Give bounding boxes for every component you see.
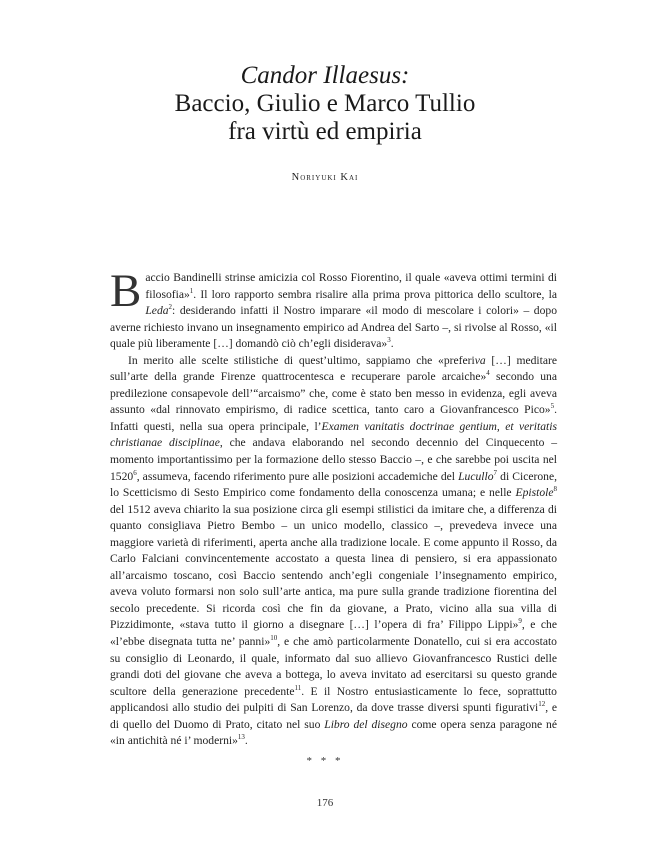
footnote-ref: 5 — [550, 402, 555, 411]
work-title: Leda — [145, 304, 169, 318]
section-separator: * * * — [306, 755, 344, 767]
footnote-ref: 13 — [237, 733, 245, 742]
chapter-title — [0, 62, 650, 146]
paragraph-2: In merito alle scelte stilistiche di quest’ultimo, sappiamo che «preferiva […] meditare sull’arte della grande Firenze quattrocentesca e recuperare parole arcaiche»$^4$ secondo una predilezione consapevole dell’“arcaismo” che, come è stato ben messo in evidenza, egli aveva assunto «dal rinnovato empirismo, di radice scettica, tanto caro a Giovanfrancesco Pico»$^5$. Infatti questi, nella sua opera principale, l’Examen vanitatis doctrinae gentium, et veritatis christianae disciplinae, che andava elaborando nel secondo decennio del Cinquecento – momento importantissimo per la formazione dello stesso Baccio –, e che sarebbe poi uscita nel 1520$^6$, assumeva, facendo riferimento pure alle posizioni accademiche del Lucullo$^7$ di Cicerone, lo Scetticismo di Sesto Empirico come fondamento della conoscenza umana; e nelle Epistole$^8$ del 1512 aveva chiarito la sua posizione circa gli esempi stilistici da imitare che, a differenza di quanto consigliava Pietro Bembo – un unico modello, classico –, prevedeva invece una maggiore varietà di riferimenti, aperta anche alla tradizione locale. E come appunto il Rosso, da Carlo Falciani convincentemente accostato a questa linea di pensiero, si era appassionato all’arcaismo toscano, così Baccio sentendo anch’egli congeniale l’insegnamento empirico, aveva voluto formarsi non solo sull’arte antica, ma pure sulla grande tradizione fiorentina del secolo precedente. Si ricorda così che fin da giovane, a Prato, vicino alla sua villa di Pizzidimonte, «stava tutto il giorno a disegnare […] l’opera di fra’ Filippo Lippi»$^9$, e che «l’ebbe disegnata tutta ne’ panni»$^{10}$, e che amò particolarmente Donatello, cui si era accostato su consiglio di Leonardo, il quale, informato dal suo allievo Giovanfrancesco Rustici delle grandi doti del giovane che aveva a bottega, lo aveva invitato ad esercitarsi su questo grande scultore della generazione precedente$^{11}$. E il Nostro entusiasticamente lo fece, soprattutto applicandosi allo studio dei pulpiti di San Lorenzo, da dove trasse diversi spunti figurativi$^{12}$, e di quello del Duomo di Prato, citato nel suo Libro del disegno come opera senza paragone né «in antichità né i’ moderni»$^{13}$. — [110, 353, 558, 748]
author-name: Noriyuki Kai — [291, 172, 359, 183]
footnote-ref: 6 — [133, 468, 137, 477]
footnote-ref: 1 — [189, 286, 194, 295]
title-line-1: Candor Illaesus: — [240, 62, 410, 89]
footnote-ref: 11 — [294, 683, 302, 692]
work-title: Libro del disegno — [324, 717, 408, 731]
body-text — [110, 265, 558, 750]
footnote-ref: 7 — [493, 468, 498, 477]
title-line-2: Baccio, Giulio e Marco Tullio — [174, 90, 476, 117]
footnote-ref: 9 — [518, 617, 522, 626]
footnote-ref: 2 — [168, 303, 173, 312]
footnote-ref: 4 — [486, 369, 490, 378]
footnote-ref: 3 — [387, 336, 391, 345]
work-title: Lucullo — [458, 469, 494, 483]
footnote-ref: 8 — [553, 485, 557, 494]
footnote-ref: 12 — [538, 700, 546, 709]
work-title: Epistole — [515, 486, 554, 500]
work-title: Examen vanitatis doctrinae gentium, et veritatis christianae disciplinae — [110, 419, 558, 450]
footnote-ref: 10 — [270, 634, 278, 643]
page-number: 176 — [316, 797, 334, 809]
title-line-3: fra virtù ed empiria — [228, 118, 422, 145]
drop-cap: B — [110, 265, 142, 317]
paragraph-1: Baccio Bandinelli strinse amicizia col Rosso Fiorentino, il quale «aveva ottimi termini di filosofia»$^1$. Il loro rapporto sembra risalire alla prima prova pittorica dello scultore, la Leda$^2$: desiderando infatti il Nostro imparare «il modo di mescolare i colori» – dopo averne richiesto invano un insegnamento empirico ad Andrea del Sarto –, si rivolse al Rosso, «il quale più liberamente […] domandò ciò ch’egli disiderava»$^3$. — [110, 265, 557, 351]
